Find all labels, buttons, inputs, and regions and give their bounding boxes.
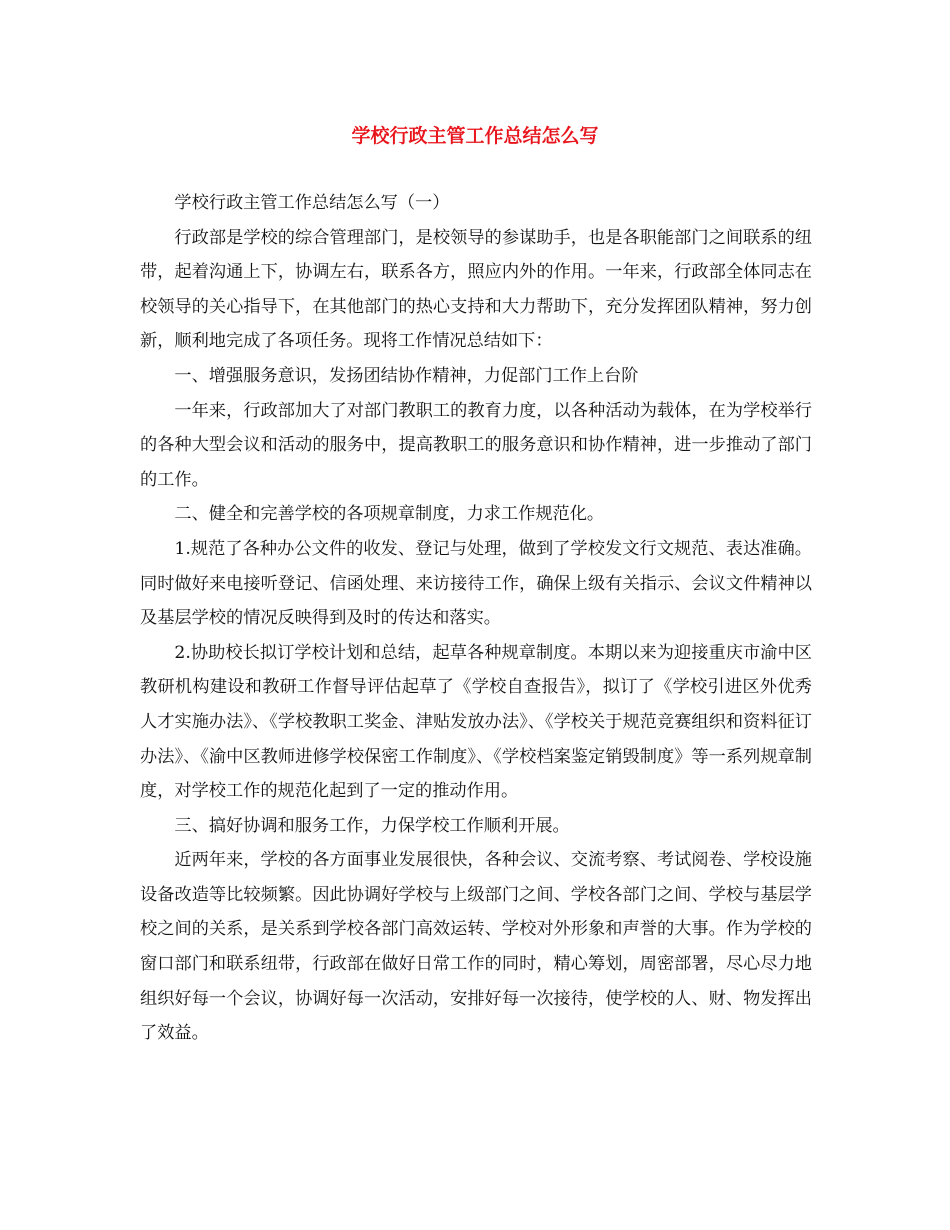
intro-paragraph: 行政部是学校的综合管理部门，是校领导的参谋助手，也是各职能部门之间联系的纽带，起着沟通上下，协调左右，联系各方，照应内外的作用。一年来，行政部全体同志在校领导的关心指导下，在其他部门的热心支持和大力帮助下，充分发挥团队精神，努力创新，顺利地完成了各项任务。现将工作情况总结如下： [140,227,812,352]
body-paragraph: 一年来，行政部加大了对部门教职工的教育力度，以各种活动为载体，在为学校举行的各种大型会议和活动的服务中，提高教职工的服务意识和协作精神，进一步推动了部门的工作。 [140,400,812,490]
section-heading-3: 三、搞好协调和服务工作，力保学校工作顺利开展。 [174,815,570,836]
subtitle-paragraph: 学校行政主管工作总结怎么写（一） [174,193,450,213]
list-item-1: 1.规范了各种办公文件的收发、登记与处理，做到了学校发文行文规范、表达准确。同时做好来电接听登记、信函处理、来访接待工作，确保上级有关指示、会议文件精神以及基层学校的情况反映得到及时的传达和落实。 [140,538,812,629]
section-heading-1: 一、增强服务意识，发扬团结协作精神，力促部门工作上台阶 [174,365,639,386]
document-body [140,186,812,1051]
list-item-2: 2.协助校长拟订学校计划和总结，起草各种规章制度。本期以来为迎接重庆市渝中区教研机构建设和教研工作督导评估起草了《学校自查报告》，拟订了《学校引进区外优秀人才实施办法》、《学校教职工奖金、津贴发放办法》、《学校关于规范竞赛组织和资料征订办法》、《渝中区教师进修学校保密工作制度》、《学校档案鉴定销毁制度》等一系列规章制度，对学校工作的规范化起到了一定的推动作用。 [140,642,812,802]
section-heading-2: 二、健全和完善学校的各项规章制度，力求工作规范化。 [174,504,605,525]
body-paragraph: 近两年来，学校的各方面事业发展很快，各种会议、交流考察、考试阅卷、学校设施设备改造等比较频繁。因此协调好学校与上级部门之间、学校各部门之间、学校与基层学校之间的关系，是关系到学校各部门高效运转、学校对外形象和声誉的大事。作为学校的窗口部门和联系纽带，行政部在做好日常工作的同时，精心筹划，周密部署，尽心尽力地组织好每一个会议，协调好每一次活动，安排好每一次接待，使学校的人、财、物发挥出了效益。 [140,850,812,1044]
document-title: 学校行政主管工作总结怎么写 [351,125,599,147]
